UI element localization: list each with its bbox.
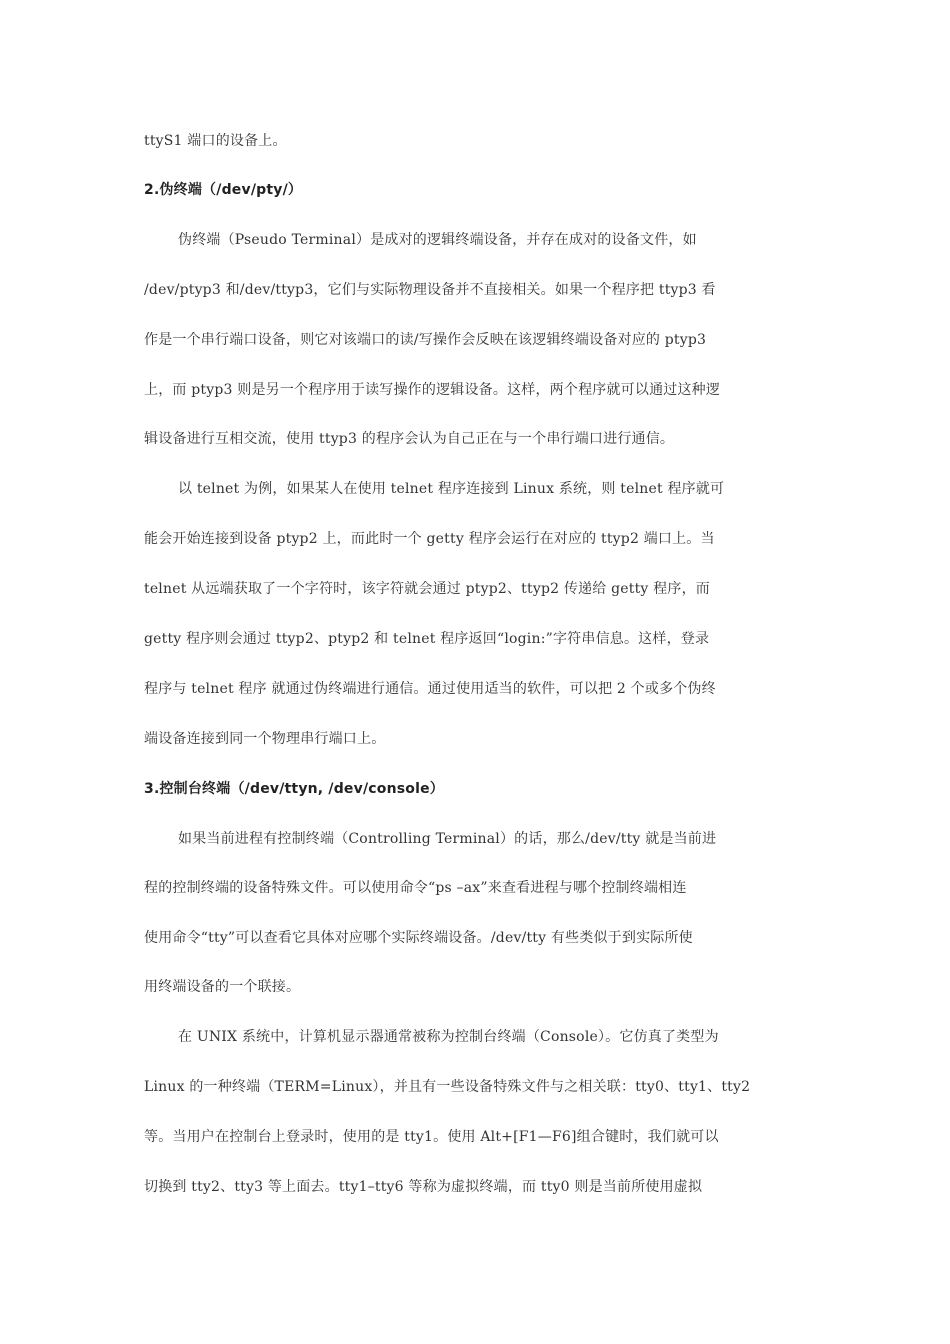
paragraph-line: 等。当用户在控制台上登录时，使用的是 tty1。使用 Alt+[F1—F6]组合键时，我们就可以 bbox=[144, 1129, 719, 1145]
section-heading-pty: 2.伪终端（/dev/pty/） bbox=[144, 182, 303, 198]
paragraph-line: 程的控制终端的设备特殊文件。可以使用命令“ps –ax”来查看进程与哪个控制终端相连 bbox=[144, 880, 687, 896]
paragraph-line: 能会开始连接到设备 ptyp2 上，而此时一个 getty 程序会运行在对应的 ttyp2 端口上。当 bbox=[144, 531, 715, 547]
paragraph-line: 如果当前进程有控制终端（Controlling Terminal）的话，那么/dev/tty 就是当前进 bbox=[178, 831, 717, 847]
paragraph-line: telnet 从远端获取了一个字符时，该字符就会通过 ptyp2、ttyp2 传递给 getty 程序，而 bbox=[144, 581, 710, 597]
paragraph-line: 以 telnet 为例，如果某人在使用 telnet 程序连接到 Linux 系统，则 telnet 程序就可 bbox=[178, 481, 725, 497]
paragraph-line: 程序与 telnet 程序 就通过伪终端进行通信。通过使用适当的软件，可以把 2 个或多个伪终 bbox=[144, 681, 716, 697]
paragraph-line: 使用命令“tty”可以查看它具体对应哪个实际终端设备。/dev/tty 有些类似于到实际所使 bbox=[144, 930, 693, 946]
paragraph-line: 辑设备进行互相交流，使用 ttyp3 的程序会认为自己正在与一个串行端口进行通信。 bbox=[144, 431, 675, 447]
paragraph-line: Linux 的一种终端（TERM=Linux），并且有一些设备特殊文件与之相关联：tty0、tty1、tty2 bbox=[144, 1079, 751, 1095]
section-heading-console: 3.控制台终端（/dev/ttyn, /dev/console） bbox=[144, 781, 444, 797]
paragraph-line: 在 UNIX 系统中，计算机显示器通常被称为控制台终端（Console）。它仿真了类型为 bbox=[178, 1029, 719, 1045]
paragraph-line: 用终端设备的一个联接。 bbox=[144, 979, 301, 995]
paragraph-line: 端设备连接到同一个物理串行端口上。 bbox=[144, 731, 386, 747]
paragraph-line: 作是一个串行端口设备，则它对该端口的读/写操作会反映在该逻辑终端设备对应的 ptyp3 bbox=[144, 332, 707, 348]
paragraph-line: 上，而 ptyp3 则是另一个程序用于读写操作的逻辑设备。这样，两个程序就可以通过这种逻 bbox=[144, 382, 721, 398]
paragraph-line: 切换到 tty2、tty3 等上面去。tty1–tty6 等称为虚拟终端，而 tty0 则是当前所使用虚拟 bbox=[144, 1179, 703, 1195]
paragraph-line: /dev/ptyp3 和/dev/ttyp3，它们与实际物理设备并不直接相关。如果一个程序把 ttyp3 看 bbox=[144, 282, 716, 298]
paragraph-line: getty 程序则会通过 ttyp2、ptyp2 和 telnet 程序返回“login:”字符串信息。这样，登录 bbox=[144, 631, 710, 647]
paragraph-line: 伪终端（Pseudo Terminal）是成对的逻辑终端设备，并存在成对的设备文件，如 bbox=[178, 232, 697, 248]
text-line: ttyS1 端口的设备上。 bbox=[144, 133, 287, 149]
